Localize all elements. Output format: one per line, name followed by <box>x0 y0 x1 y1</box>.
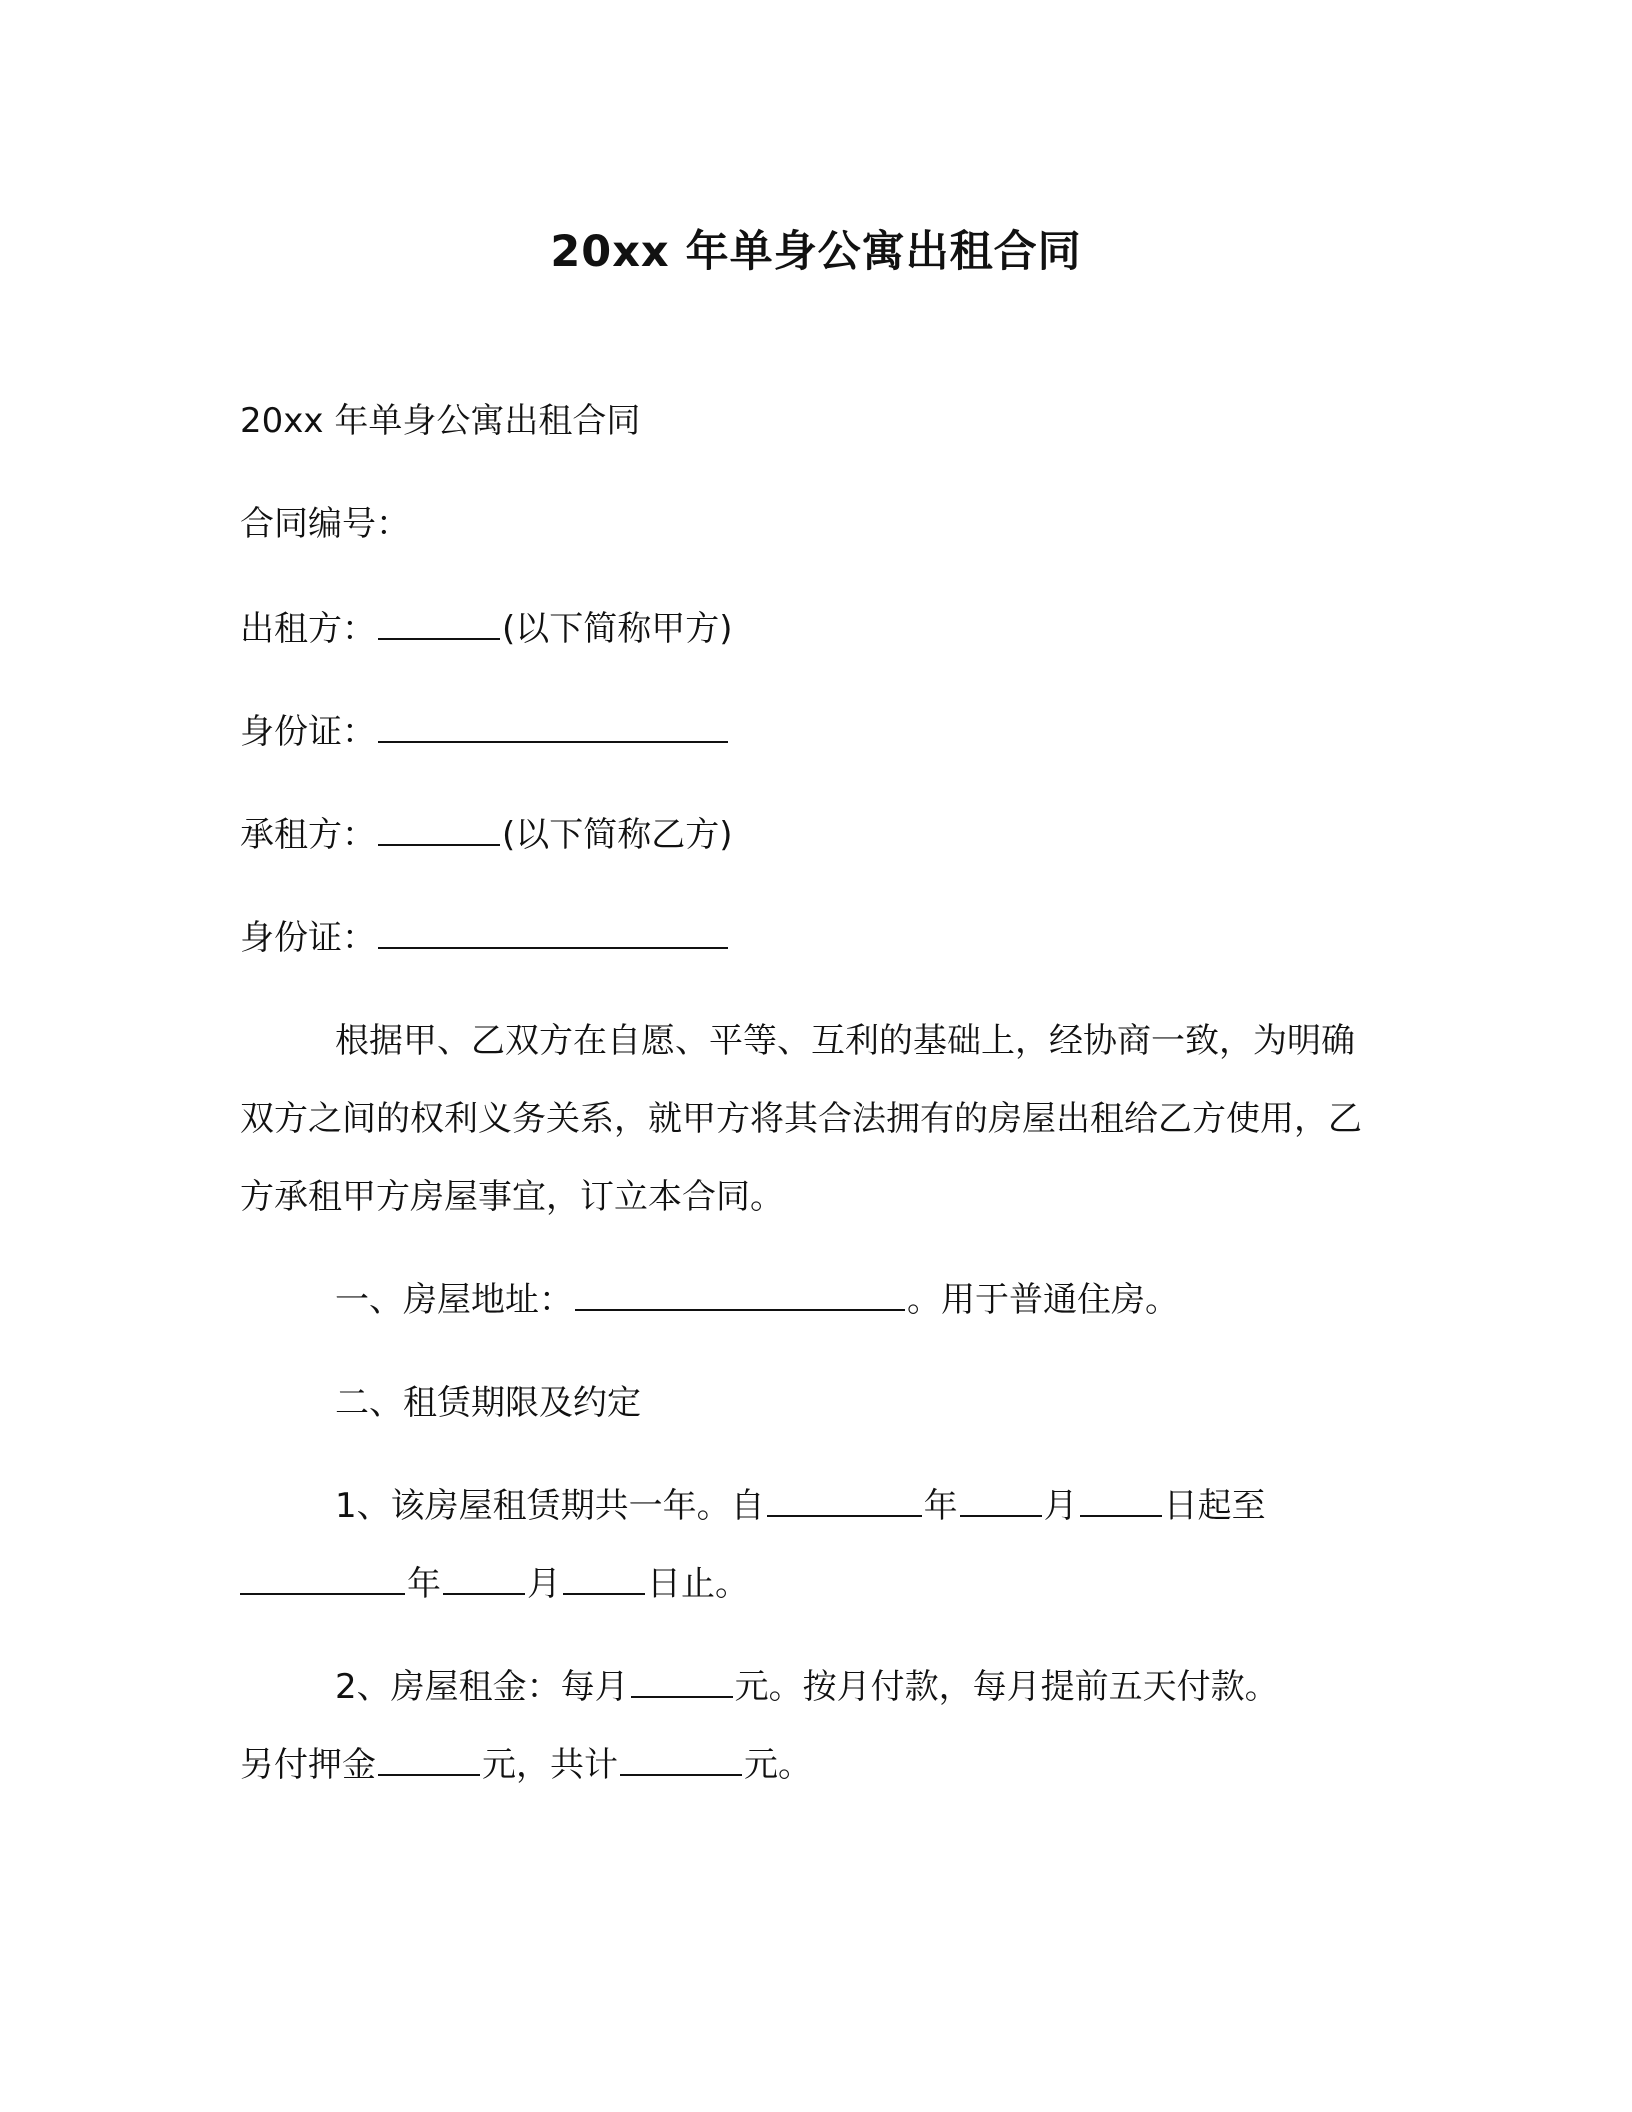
address-blank <box>575 1283 905 1311</box>
section1-suffix: 。用于普通住房。 <box>907 1280 1179 1320</box>
lessee-note: (以下简称乙方) <box>502 815 733 855</box>
clause1-day-from: 日起至 <box>1163 1486 1266 1526</box>
clause1-line2 <box>240 1545 1380 1623</box>
section1-label: 一、房屋地址： <box>335 1280 573 1320</box>
clause2-deposit: 另付押金 <box>240 1745 376 1785</box>
clause2-line1 <box>335 1648 1395 1726</box>
lessor-id-label: 身份证： <box>240 712 376 752</box>
document-title: 20xx 年单身公寓出租合同 <box>550 227 1082 277</box>
lessee-id-blank <box>378 921 728 949</box>
lessee-name-blank <box>378 818 500 846</box>
preamble-paragraph: 根据甲、乙双方在自愿、平等、互利的基础上，经协商一致，为明确双方之间的权利义务关系，就甲方将其合法拥有的房屋出租给乙方使用，乙方承租甲方房屋事宜，订立本合同。 <box>240 1021 1362 1217</box>
document-subtitle: 20xx 年单身公寓出租合同 <box>240 401 641 441</box>
lessor-id-line <box>240 693 1380 771</box>
section1-address-line <box>335 1261 1335 1339</box>
contract-number-line <box>240 485 1380 563</box>
clause1-month2: 月 <box>527 1564 561 1604</box>
clause2-unit3: 元。 <box>744 1745 812 1785</box>
section2-heading: 二、租赁期限及约定 <box>335 1383 641 1423</box>
clause1-year: 年 <box>923 1486 958 1526</box>
start-month-blank <box>960 1489 1042 1517</box>
end-month-blank <box>443 1567 525 1595</box>
total-blank <box>620 1748 742 1776</box>
lessor-line <box>240 590 1380 668</box>
lessee-id-label: 身份证： <box>240 918 376 958</box>
clause1-day-to: 日止。 <box>647 1564 749 1604</box>
lessor-name-blank <box>378 612 500 640</box>
end-year-blank <box>240 1567 405 1595</box>
clause1-line1 <box>335 1467 1395 1545</box>
clause2-unit1: 元。按月付款，每月提前五天付款。 <box>734 1667 1279 1707</box>
clause1-year2: 年 <box>407 1564 441 1604</box>
lessor-id-blank <box>378 715 728 743</box>
deposit-blank <box>378 1748 480 1776</box>
clause1-prefix: 1、该房屋租赁期共一年。自 <box>335 1486 765 1526</box>
lessee-label: 承租方： <box>240 815 376 855</box>
start-year-blank <box>767 1489 922 1517</box>
lessee-line <box>240 796 1380 874</box>
lessor-note: (以下简称甲方) <box>502 609 733 649</box>
clause1-month: 月 <box>1043 1486 1078 1526</box>
clause2-unit2: 元，共计 <box>482 1745 618 1785</box>
end-day-blank <box>563 1567 645 1595</box>
contract-number-label: 合同编号： <box>240 504 410 544</box>
clause2-prefix: 2、房屋租金：每月 <box>335 1667 629 1707</box>
clause2-line2 <box>240 1726 1380 1804</box>
lessor-label: 出租方： <box>240 609 376 649</box>
lessee-id-line <box>240 899 1380 977</box>
monthly-rent-blank <box>631 1670 733 1698</box>
start-day-blank <box>1080 1489 1162 1517</box>
